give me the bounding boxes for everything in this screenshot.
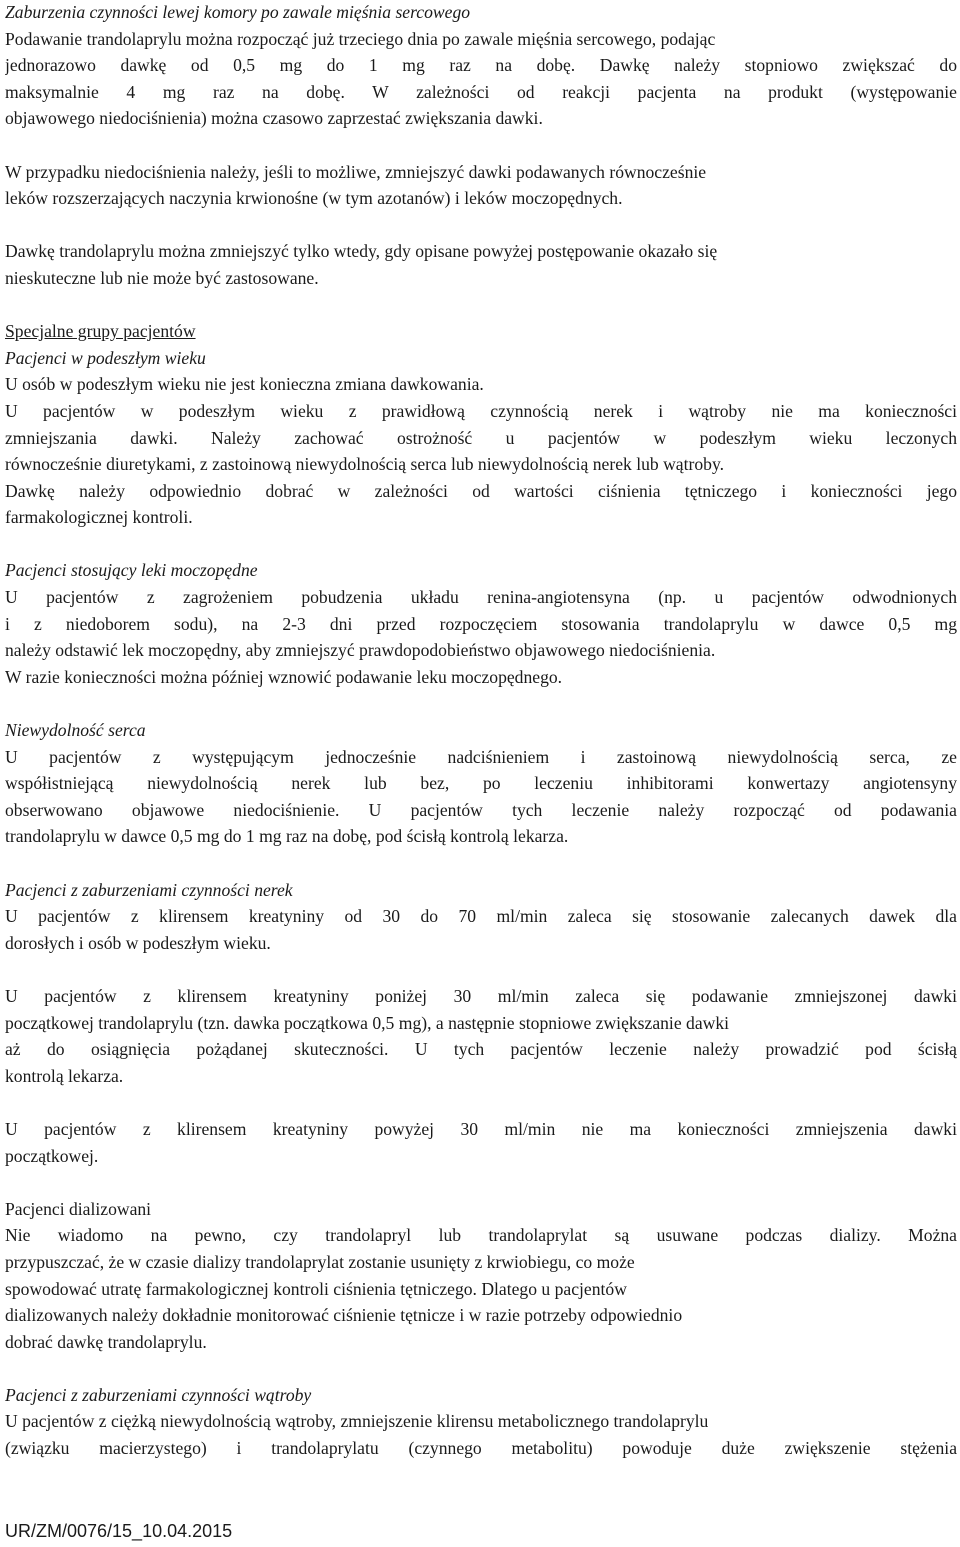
- text-line: farmakologicznej kontroli.: [5, 507, 193, 528]
- text-line: U pacjentów z klirensem kreatyniny powyżej 30 ml/min nie ma konieczności zmniejszenia dawki: [5, 1118, 957, 1139]
- text-line: objawowego niedociśnienia) można czasowo zaprzestać zwiększania dawki.: [5, 108, 543, 129]
- section-heart-failure: [5, 717, 957, 850]
- section-heading: Zaburzenia czynności lewej komory po zawale mięśnia sercowego: [5, 2, 471, 22]
- text-line: obserwowano objawowe niedociśnienie. U pacjentów tych leczenie należy rozpocząć od podawania: [5, 799, 957, 820]
- section-special-groups: [5, 318, 957, 531]
- text-line: równocześnie diuretykami, z zastoinową niewydolnością serca lub niewydolnością nerek lub wątroby.: [5, 454, 724, 475]
- text-line: dobrać dawkę trandolaprylu.: [5, 1331, 207, 1352]
- section-heading: Pacjenci z zaburzeniami czynności wątroby: [5, 1384, 312, 1405]
- text-line: maksymalnie 4 mg raz na dobę. W zależności od reakcji pacjenta na produkt (występowanie: [5, 81, 957, 102]
- text-line: początkowej.: [5, 1145, 99, 1166]
- paragraph-gap: [5, 956, 957, 983]
- text-line: nieskuteczne lub nie może być zastosowane.: [5, 267, 319, 288]
- paragraph-gap: [5, 531, 957, 558]
- section-heading: Pacjenci w podeszłym wieku: [5, 347, 206, 368]
- section-lv-dysfunction: [5, 0, 957, 132]
- text-line: U pacjentów z zagrożeniem pobudzenia układu renina-angiotensyna (np. u pacjentów odwodnionych: [5, 587, 957, 608]
- text-line: U pacjentów z występującym jednocześnie nadciśnieniem i zastoinową niewydolnością serca, ze: [5, 746, 957, 767]
- section-diuretics: [5, 557, 957, 690]
- section-renal: [5, 877, 957, 957]
- paragraph-gap: [5, 850, 957, 877]
- text-line: dializowanych należy dokładnie monitorować ciśnienie tętnicze i w razie potrzeby odpowiednio: [5, 1305, 683, 1326]
- section-heading: Pacjenci dializowani: [5, 1198, 152, 1219]
- text-line: przypuszczać, że w czasie dializy trandolaprylat zostanie usunięty z krwiobiegu, co może: [5, 1251, 635, 1272]
- paragraph-gap: [5, 132, 957, 159]
- text-line: Dawkę trandolaprylu można zmniejszyć tylko wtedy, gdy opisane powyżej postępowanie okazało się: [5, 241, 718, 262]
- document-footer-id: UR/ZM/0076/15_10.04.2015: [5, 1521, 233, 1541]
- text-line: Nie wiadomo na pewno, czy trandolapryl lub trandolaprylat są usuwane podczas dializy. Można: [5, 1225, 957, 1246]
- text-line: należy odstawić lek moczopędny, aby zmniejszyć prawdopodobieństwo objawowego niedociśnienia.: [5, 640, 716, 661]
- text-line: i z niedoborem sodu), na 2-3 dni przed rozpoczęciem stosowania trandolaprylu w dawce 0,5 mg: [5, 613, 957, 634]
- text-line: leków rozszerzających naczynia krwionośne (w tym azotanów) i leków moczopędnych.: [5, 188, 623, 209]
- text-line: kontrolą lekarza.: [5, 1065, 124, 1086]
- text-line: początkowej trandolaprylu (tzn. dawka początkowa 0,5 mg), a następnie stopniowe zwiększanie dawki: [5, 1012, 730, 1033]
- paragraph-hypotension: [5, 159, 957, 212]
- text-line: U pacjentów z klirensem kreatyniny od 30 do 70 ml/min zaleca się stosowanie zalecanych dawek dla: [5, 906, 957, 927]
- text-line: jednorazowo dawkę od 0,5 mg do 1 mg raz na dobę. Dawkę należy stopniowo zwiększać do: [5, 55, 957, 76]
- text-line: U pacjentów w podeszłym wieku z prawidłową czynnością nerek i wątroby nie ma konieczności: [5, 400, 957, 421]
- paragraph-gap: [5, 292, 957, 319]
- text-line: W przypadku niedociśnienia należy, jeśli to możliwe, zmniejszyć dawki podawanych równocześnie: [5, 161, 707, 182]
- text-line: Dawkę należy odpowiednio dobrać w zależności od wartości ciśnienia tętniczego i konieczności jego: [5, 480, 957, 501]
- text-line: U pacjentów z klirensem kreatyniny poniżej 30 ml/min zaleca się podawanie zmniejszonej dawki: [5, 985, 957, 1006]
- paragraph-renal-high: [5, 1116, 957, 1169]
- text-line: Podawanie trandolaprylu można rozpocząć już trzeciego dnia po zawale mięśnia sercowego, podając: [5, 28, 716, 49]
- paragraph-gap: [5, 690, 957, 717]
- paragraph-reduce-dose: [5, 238, 957, 291]
- paragraph-gap: [5, 1089, 957, 1116]
- paragraph-gap: [5, 1355, 957, 1382]
- section-heading: Pacjenci z zaburzeniami czynności nerek: [5, 879, 293, 900]
- text-line: zmniejszania dawki. Należy zachować ostrożność u pacjentów w podeszłym wieku leczonych: [5, 427, 957, 448]
- text-line: dorosłych i osób w podeszłym wieku.: [5, 932, 271, 953]
- text-line: trandolaprylu w dawce 0,5 mg do 1 mg raz na dobę, pod ścisłą kontrolą lekarza.: [5, 826, 569, 847]
- text-line: współistniejącą niewydolnością nerek lub bez, po leczeniu inhibitorami konwertazy angiotensyny: [5, 773, 957, 794]
- section-hepatic: [5, 1382, 957, 1462]
- text-line: W razie konieczności można później wznowić podawanie leku moczopędnego.: [5, 666, 563, 687]
- section-heading: Niewydolność serca: [5, 720, 146, 741]
- section-heading: Pacjenci stosujący leki moczopędne: [5, 560, 258, 581]
- text-line: U osób w podeszłym wieku nie jest konieczna zmiana dawkowania.: [5, 374, 484, 395]
- text-line: U pacjentów z ciężką niewydolnością wątroby, zmniejszenie klirensu metabolicznego trandolaprylu: [5, 1411, 709, 1432]
- text-line: (związku macierzystego) i trandolaprylatu (czynnego metabolitu) powoduje duże zwiększenie stężenia: [5, 1438, 957, 1459]
- section-title: Specjalne grupy pacjentów: [5, 321, 196, 342]
- text-line: spowodować utratę farmakologicznej kontroli ciśnienia tętniczego. Dlatego u pacjentów: [5, 1278, 627, 1299]
- document-page: [5, 0, 957, 1462]
- paragraph-renal-low: [5, 983, 957, 1089]
- section-dialysis: [5, 1196, 957, 1356]
- paragraph-gap: [5, 1169, 957, 1196]
- paragraph-gap: [5, 212, 957, 239]
- text-line: aż do osiągnięcia pożądanej skuteczności. U tych pacjentów leczenie należy prowadzić pod ścisłą: [5, 1039, 957, 1060]
